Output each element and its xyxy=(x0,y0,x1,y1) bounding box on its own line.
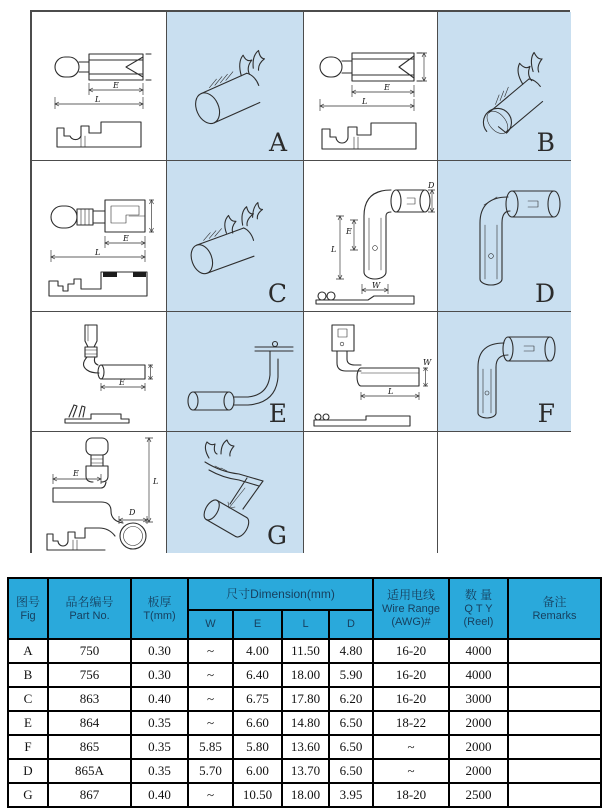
figure-label-c: C xyxy=(267,279,287,308)
cell-remarks xyxy=(508,783,601,807)
cell-wire-range: ~ xyxy=(373,735,449,759)
col-header-fig xyxy=(8,578,48,639)
cell-part-no: 756 xyxy=(48,663,131,687)
figure-label-a: A xyxy=(268,128,287,157)
cell-d: 3.95 xyxy=(329,783,373,807)
qty-header-reel: (Reel) xyxy=(463,616,494,628)
qty-header-zh: 数 量 xyxy=(464,588,493,602)
cell-l: 18.00 xyxy=(282,783,329,807)
cell-fig: D xyxy=(8,759,48,783)
cell-d: 4.80 xyxy=(329,639,373,663)
drawing-cell-865 xyxy=(304,312,438,432)
cell-qty: 2000 xyxy=(449,759,508,783)
col-header-dimension-group xyxy=(188,578,373,610)
cell-part-no: 750 xyxy=(48,639,131,663)
cell-remarks xyxy=(508,711,601,735)
cell-part-no: 865A xyxy=(48,759,131,783)
figure-label-f: F xyxy=(537,399,555,428)
table-row xyxy=(8,735,601,759)
dim-label-d: D xyxy=(128,508,135,517)
col-header-thickness xyxy=(131,578,188,639)
drawing-cell-756 xyxy=(304,12,438,161)
thickness-header-en: T(mm) xyxy=(143,609,176,622)
cell-thickness: 0.40 xyxy=(131,783,188,807)
table-row xyxy=(8,663,601,687)
table-row xyxy=(8,711,601,735)
photo-cell-g xyxy=(167,432,304,553)
cell-l: 18.00 xyxy=(282,663,329,687)
cell-e: 6.40 xyxy=(233,663,282,687)
dim-label-e: E xyxy=(118,377,125,387)
drawing-cell-864 xyxy=(32,312,167,432)
photo-cell-e xyxy=(167,312,304,432)
figure-label-b: B xyxy=(536,128,555,157)
d-header: D xyxy=(347,618,355,630)
dim-label-e: E xyxy=(346,226,352,236)
cell-wire-range: 18-20 xyxy=(373,783,449,807)
cell-remarks xyxy=(508,759,601,783)
cell-d: 6.20 xyxy=(329,687,373,711)
cell-qty: 3000 xyxy=(449,687,508,711)
photo-cell-f xyxy=(438,312,571,432)
table-row xyxy=(8,783,601,807)
e-header: E xyxy=(253,618,262,630)
cell-thickness: 0.35 xyxy=(131,711,188,735)
drawing-cell-863 xyxy=(32,161,167,312)
terminal-750-drawing-icon xyxy=(33,13,166,160)
col-header-part-no xyxy=(48,578,131,639)
col-header-qty xyxy=(449,578,508,639)
dim-label-l: L xyxy=(362,96,368,106)
cell-w: ~ xyxy=(188,711,233,735)
cell-part-no: 865 xyxy=(48,735,131,759)
photo-cell-a xyxy=(167,12,304,161)
drawing-cell-865a xyxy=(304,161,438,312)
cell-fig: G xyxy=(8,783,48,807)
cell-d: 6.50 xyxy=(329,759,373,783)
dimension-header: 尺寸Dimension(mm) xyxy=(226,586,335,601)
cell-l: 13.60 xyxy=(282,735,329,759)
cell-thickness: 0.40 xyxy=(131,687,188,711)
col-header-e xyxy=(233,610,282,639)
cell-thickness: 0.35 xyxy=(131,735,188,759)
cell-wire-range: 16-20 xyxy=(373,687,449,711)
cell-e: 10.50 xyxy=(233,783,282,807)
empty-cell xyxy=(438,432,571,553)
terminal-867-drawing-icon xyxy=(33,432,166,553)
dim-label-w: W xyxy=(372,280,381,290)
cell-qty: 2000 xyxy=(449,735,508,759)
col-header-wire-range xyxy=(373,578,449,639)
col-header-remarks xyxy=(508,578,601,639)
cell-e: 6.60 xyxy=(233,711,282,735)
photo-cell-c xyxy=(167,161,304,312)
cell-e: 4.00 xyxy=(233,639,282,663)
cell-part-no: 867 xyxy=(48,783,131,807)
cell-w: 5.85 xyxy=(188,735,233,759)
l-header: L xyxy=(302,618,309,630)
wire-header-awg: (AWG)# xyxy=(391,616,431,628)
cell-l: 14.80 xyxy=(282,711,329,735)
figure-label-g: G xyxy=(267,521,287,550)
cell-fig: C xyxy=(8,687,48,711)
cell-wire-range: ~ xyxy=(373,759,449,783)
dim-label-l: L xyxy=(94,247,100,257)
remarks-header-zh: 备注 xyxy=(542,594,567,609)
cell-remarks xyxy=(508,639,601,663)
cell-e: 6.75 xyxy=(233,687,282,711)
cell-wire-range: 16-20 xyxy=(373,639,449,663)
cell-fig: B xyxy=(8,663,48,687)
terminal-864-drawing-icon xyxy=(33,313,166,431)
photo-cell-b xyxy=(438,12,571,161)
terminal-865a-drawing-icon xyxy=(304,162,437,311)
cell-d: 6.50 xyxy=(329,711,373,735)
cell-part-no: 863 xyxy=(48,687,131,711)
dim-label-l: L xyxy=(331,244,337,254)
photo-cell-d xyxy=(438,161,571,312)
cell-remarks xyxy=(508,735,601,759)
cell-thickness: 0.30 xyxy=(131,663,188,687)
cell-d: 5.90 xyxy=(329,663,373,687)
col-header-w xyxy=(188,610,233,639)
terminal-863-drawing-icon xyxy=(33,162,166,311)
col-header-d xyxy=(329,610,373,639)
qty-header-en: Q T Y xyxy=(464,603,493,615)
cell-l: 11.50 xyxy=(282,639,329,663)
part-header-zh: 品名编号 xyxy=(65,594,114,609)
wire-header-zh: 适用电线 xyxy=(386,588,435,602)
cell-qty: 2000 xyxy=(449,711,508,735)
dim-label-l: L xyxy=(94,94,100,104)
cell-thickness: 0.35 xyxy=(131,759,188,783)
table-row xyxy=(8,687,601,711)
remarks-header-en: Remarks xyxy=(532,609,577,622)
cell-l: 17.80 xyxy=(282,687,329,711)
cell-fig: E xyxy=(8,711,48,735)
cell-e: 5.80 xyxy=(233,735,282,759)
w-header: W xyxy=(205,618,216,630)
part-header-en: Part No. xyxy=(69,609,110,622)
cell-part-no: 864 xyxy=(48,711,131,735)
empty-cell xyxy=(304,432,438,553)
cell-qty: 4000 xyxy=(449,639,508,663)
wire-header-en: Wire Range xyxy=(381,603,441,615)
cell-w: ~ xyxy=(188,663,233,687)
dim-label-l: L xyxy=(388,386,394,396)
dim-label-e: E xyxy=(112,80,119,90)
cell-qty: 2500 xyxy=(449,783,508,807)
dim-label-d: D xyxy=(428,180,435,190)
cell-d: 6.50 xyxy=(329,735,373,759)
cell-fig: A xyxy=(8,639,48,663)
dim-label-e: E xyxy=(384,82,390,92)
thickness-header-zh: 板厚 xyxy=(147,594,172,609)
dim-label-w: W xyxy=(423,357,432,367)
dim-label-e: E xyxy=(72,469,79,478)
cell-e: 6.00 xyxy=(233,759,282,783)
table-row xyxy=(8,759,601,783)
cell-wire-range: 16-20 xyxy=(373,663,449,687)
figure-grid xyxy=(30,10,570,553)
cell-w: ~ xyxy=(188,687,233,711)
fig-header-en: Fig xyxy=(20,609,36,622)
part-spec-table xyxy=(7,577,602,808)
cell-remarks xyxy=(508,663,601,687)
cell-fig: F xyxy=(8,735,48,759)
dim-label-l: L xyxy=(152,477,158,486)
table-row xyxy=(8,639,601,663)
figure-label-d: D xyxy=(534,279,555,308)
cell-thickness: 0.30 xyxy=(131,639,188,663)
terminal-865-drawing-icon xyxy=(304,313,437,431)
drawing-cell-867 xyxy=(32,432,167,553)
cell-qty: 4000 xyxy=(449,663,508,687)
cell-remarks xyxy=(508,687,601,711)
fig-header-zh: 图号 xyxy=(15,594,40,609)
cell-w: 5.70 xyxy=(188,759,233,783)
cell-l: 13.70 xyxy=(282,759,329,783)
dim-label-e: E xyxy=(122,233,129,243)
cell-w: ~ xyxy=(188,639,233,663)
terminal-756-drawing-icon xyxy=(304,13,437,160)
drawing-cell-750 xyxy=(32,12,167,161)
cell-w: ~ xyxy=(188,783,233,807)
cell-wire-range: 18-22 xyxy=(373,711,449,735)
col-header-l xyxy=(282,610,329,639)
figure-label-e: E xyxy=(268,399,287,428)
